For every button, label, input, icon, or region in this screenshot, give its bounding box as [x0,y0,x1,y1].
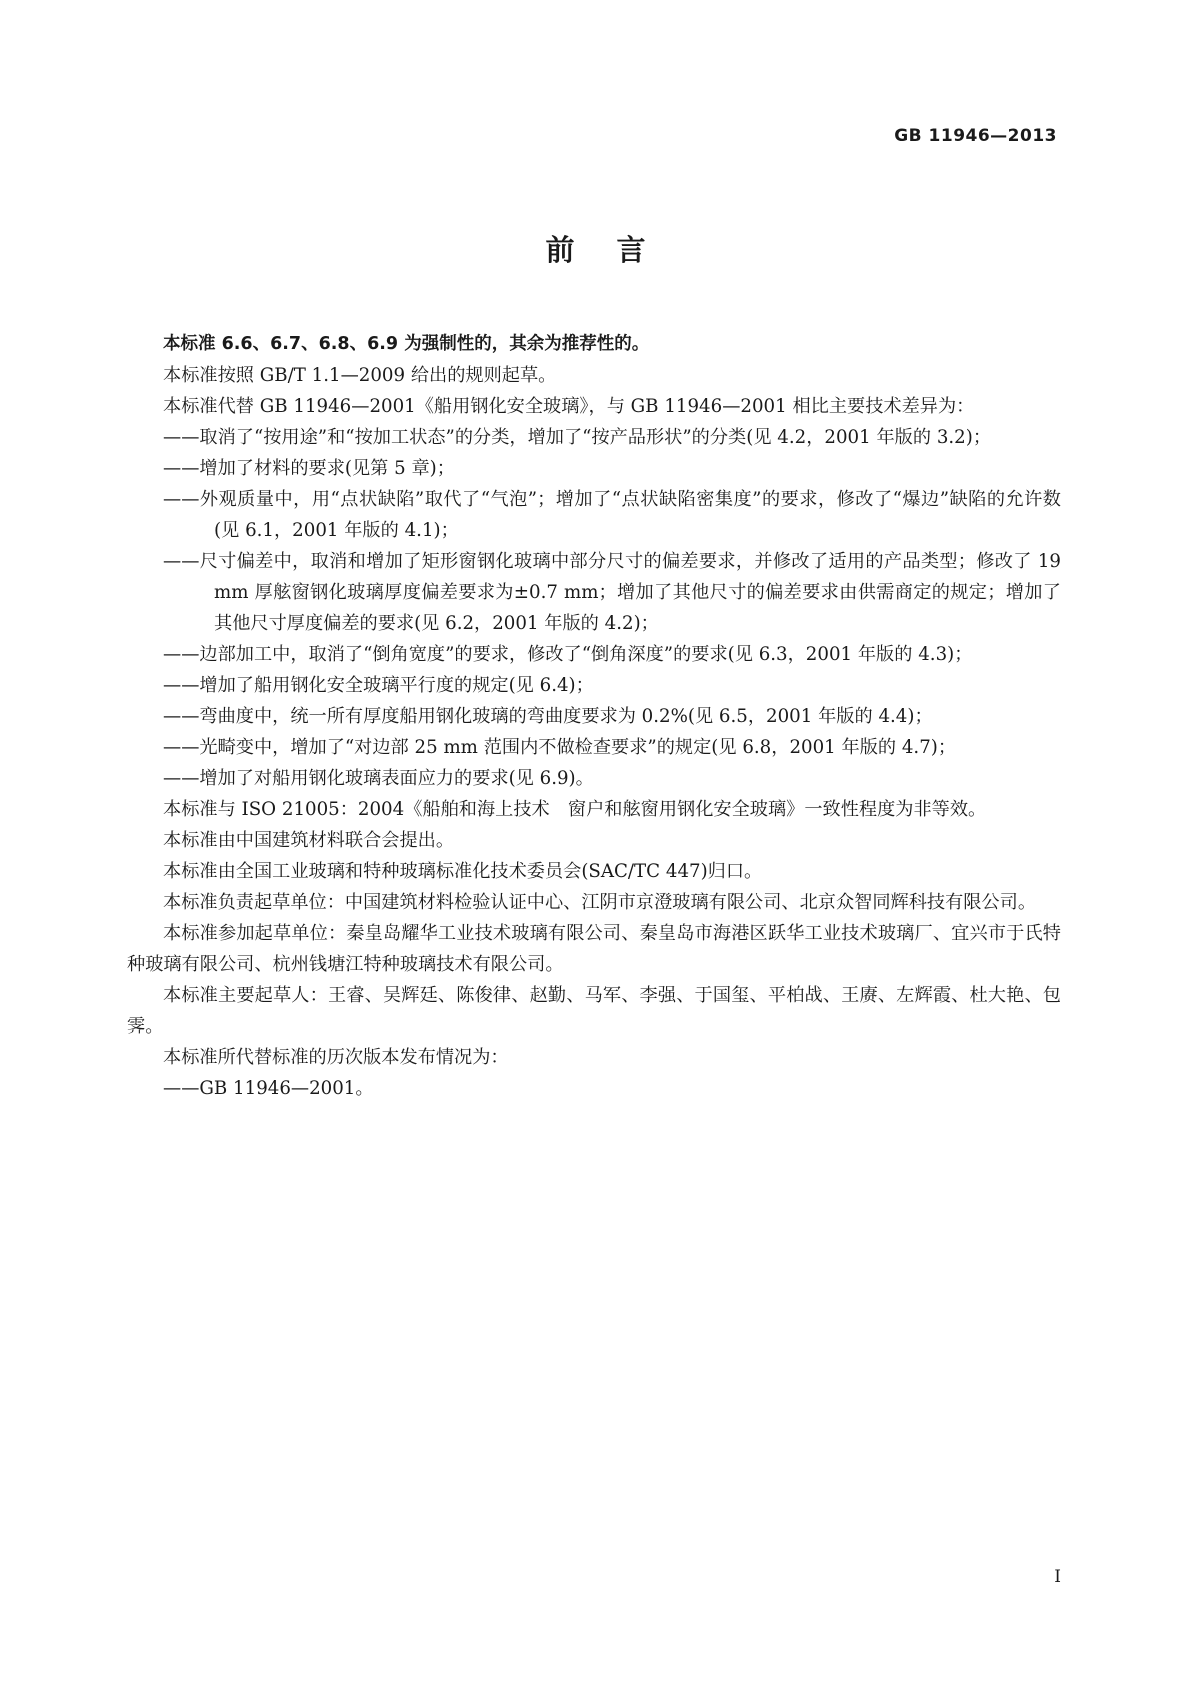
committee-paragraph: 本标准由全国工业玻璃和特种玻璃标准化技术委员会(SAC/TC 447)归口。 [163,861,763,882]
change-item-appearance: ——外观质量中，用“点状缺陷”取代了“气泡”；增加了“点状缺陷密集度”的要求，修改了“爆边”缺陷的允许数(见 6.1，2001 年版的 4.1)； [163,489,1061,541]
foreword-body [127,329,1061,1104]
previous-version-item: ——GB 11946—2001。 [163,1078,374,1099]
main-drafters-paragraph: 本标准主要起草人：王睿、吴辉廷、陈俊律、赵勤、马军、李强、于国玺、平柏战、王赓、左辉霞、杜大艳、包霁。 [127,985,1061,1037]
standard-code: GB 11946—2013 [894,126,1057,146]
change-item-dimension-deviation: ——尺寸偏差中，取消和增加了矩形窗钢化玻璃中部分尺寸的偏差要求，并修改了适用的产品类型；修改了 19 mm 厚舷窗钢化玻璃厚度偏差要求为±0.7 mm；增加了其他尺寸的偏差要求由供需商定的规定；增加了其他尺寸厚度偏差的要求(见 6.2，2001 年版的 4.2)； [163,551,1061,634]
mandatory-clause-statement: 本标准 6.6、6.7、6.8、6.9 为强制性的，其余为推荐性的。 [163,334,650,354]
change-item-materials: ——增加了材料的要求(见第 5 章)； [163,458,455,479]
proposer-paragraph: 本标准由中国建筑材料联合会提出。 [163,830,455,851]
page-title: 前言 [545,233,688,267]
iso-consistency-paragraph: 本标准与 ISO 21005：2004《船舶和海上技术 窗户和舷窗用钢化安全玻璃》一致性程度为非等效。 [163,799,987,820]
change-item-optical-distortion: ——光畸变中，增加了“对边部 25 mm 范围内不做检查要求”的规定(见 6.8，2001 年版的 4.7)； [163,737,957,758]
change-item-edge-processing: ——边部加工中，取消了“倒角宽度”的要求，修改了“倒角深度”的要求(见 6.3，2001 年版的 4.3)； [163,644,973,665]
page-number: I [1054,1567,1061,1587]
change-item-classification: ——取消了“按用途”和“按加工状态”的分类，增加了“按产品形状”的分类(见 4.2，2001 年版的 3.2)； [163,427,992,448]
previous-versions-paragraph: 本标准所代替标准的历次版本发布情况为： [163,1047,509,1068]
participating-drafters-paragraph: 本标准参加起草单位：秦皇岛耀华工业技术玻璃有限公司、秦皇岛市海港区跃华工业技术玻璃厂、宜兴市于氏特种玻璃有限公司、杭州钱塘江特种玻璃技术有限公司。 [127,923,1061,975]
change-item-parallelism: ——增加了船用钢化安全玻璃平行度的规定(见 6.4)； [163,675,594,696]
lead-drafters-paragraph: 本标准负责起草单位：中国建筑材料检验认证中心、江阴市京澄玻璃有限公司、北京众智同辉科技有限公司。 [163,892,1037,913]
change-item-surface-stress: ——增加了对船用钢化玻璃表面应力的要求(见 6.9)。 [163,768,594,789]
drafting-rules-paragraph: 本标准按照 GB/T 1.1—2009 给出的规则起草。 [163,365,557,386]
change-item-bow: ——弯曲度中，统一所有厚度船用钢化玻璃的弯曲度要求为 0.2%(见 6.5，2001 年版的 4.4)； [163,706,933,727]
replacement-paragraph: 本标准代替 GB 11946—2001《船用钢化安全玻璃》，与 GB 11946—2001 相比主要技术差异为： [163,396,975,417]
